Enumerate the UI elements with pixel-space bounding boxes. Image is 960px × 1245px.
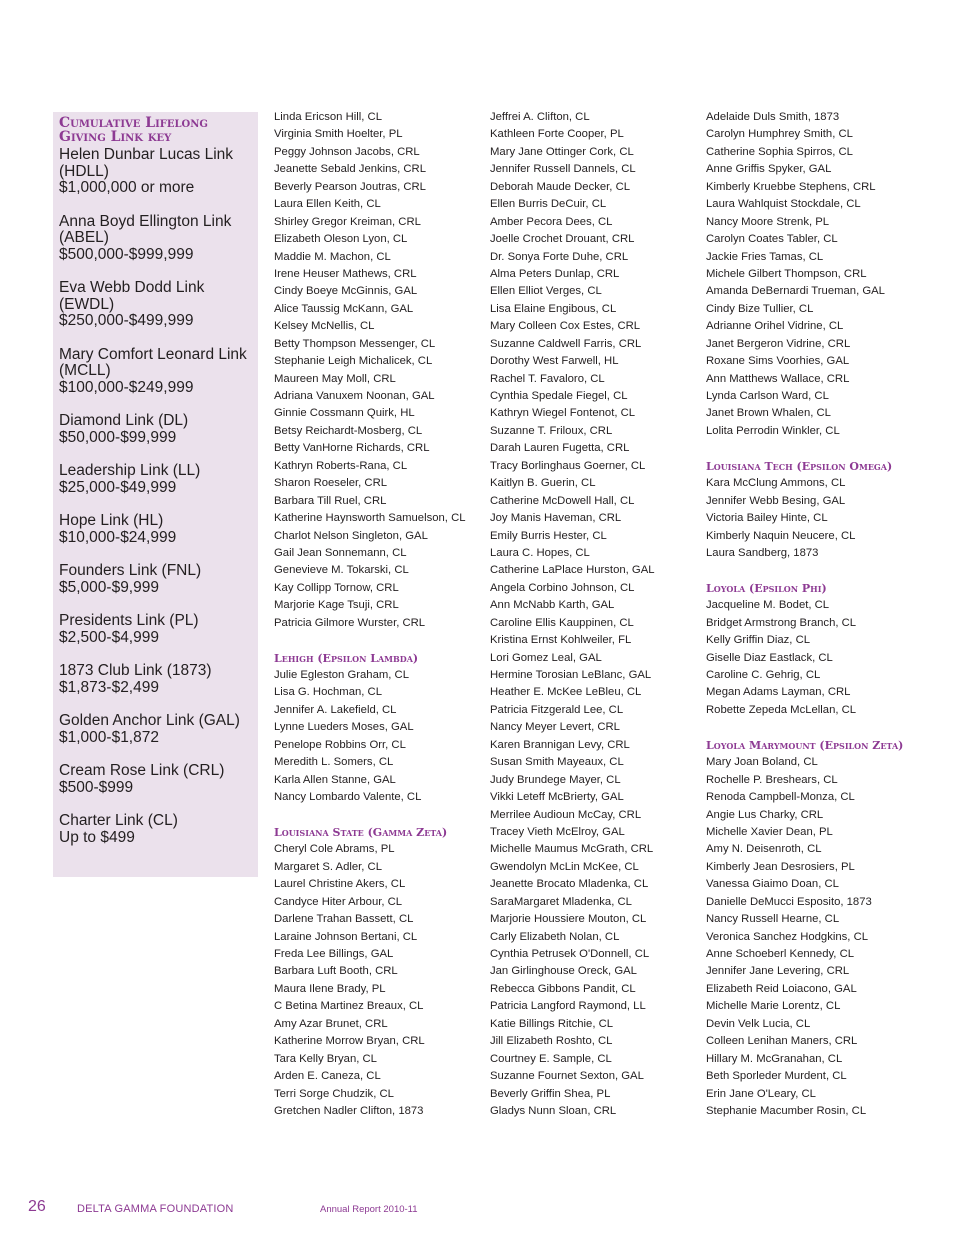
footer-organization: DELTA GAMMA FOUNDATION xyxy=(77,1203,234,1215)
donor-name: Tracy Borlinghaus Goerner, CL xyxy=(490,459,646,472)
donor-name: Nancy Meyer Levert, CRL xyxy=(490,721,620,734)
donor-name: Carly Elizabeth Nolan, CL xyxy=(490,930,620,943)
donor-name: Vikki Leteff McBrierty, GAL xyxy=(490,791,624,804)
donor-name: Meredith L. Somers, CL xyxy=(274,756,394,769)
donor-name: Gretchen Nadler Clifton, 1873 xyxy=(274,1104,424,1117)
donor-name: Barbara Till Ruel, CRL xyxy=(274,494,387,507)
spacer xyxy=(706,719,903,736)
donor-name: Dorothy West Farwell, HL xyxy=(490,355,619,368)
donor-name: Genevieve M. Tokarski, CL xyxy=(274,564,409,577)
donor-name: Kimberly Kruebbe Stephens, CRL xyxy=(706,180,876,193)
donor-name: Gail Jean Sonnemann, CL xyxy=(274,546,407,559)
key-entry xyxy=(59,214,258,264)
donor-name: Jan Girlinghouse Oreck, GAL xyxy=(490,965,637,978)
key-entry xyxy=(59,763,258,796)
donor-name: Stephanie Leigh Michalicek, CL xyxy=(274,355,433,368)
donor-name: Lisa G. Hochman, CL xyxy=(274,686,382,699)
donor-name: Ann McNabb Karth, GAL xyxy=(490,599,615,612)
donor-name: Amber Pecora Dees, CL xyxy=(490,215,613,228)
key-entry-name: Helen Dunbar Lucas Link xyxy=(59,146,234,163)
donor-name: Betsy Reichardt-Mosberg, CL xyxy=(274,424,423,437)
donor-name: Darlene Trahan Bassett, CL xyxy=(274,913,414,926)
donor-column-2 xyxy=(490,109,655,1120)
donor-name: Sharon Roeseler, CRL xyxy=(274,477,388,490)
donor-name: Amy N. Deisenroth, CL xyxy=(706,843,822,856)
donor-name: Katherine Morrow Bryan, CRL xyxy=(274,1035,425,1048)
spacer xyxy=(274,632,466,649)
key-entry-range: $1,000-$1,872 xyxy=(59,728,159,746)
key-entry-name: Anna Boyd Ellington Link xyxy=(59,212,232,230)
donor-name: Janet Brown Whalen, CL xyxy=(706,407,831,420)
donor-name: Suzanne Caldwell Farris, CRL xyxy=(490,337,642,350)
giving-link-key xyxy=(53,112,258,877)
donor-name: Gwendolyn McLin McKee, CL xyxy=(490,860,639,873)
donor-name: Laura Wahlquist Stockdale, CL xyxy=(706,198,861,211)
donor-name: Vanessa Giaimo Doan, CL xyxy=(706,878,839,891)
donor-name: Karen Brannigan Levy, CRL xyxy=(490,738,630,751)
donor-name: Terri Sorge Chudzik, CL xyxy=(274,1087,394,1100)
donor-name: Patricia Fitzgerald Lee, CL xyxy=(490,703,624,716)
key-entry-name: Charter Link (CL) xyxy=(59,812,178,829)
donor-name: Amanda DeBernardi Trueman, GAL xyxy=(706,285,885,298)
donor-name: Cindy Boeye McGinnis, GAL xyxy=(274,285,418,298)
donor-name: Maddie M. Machon, CL xyxy=(274,250,391,263)
donor-name: Laurel Christine Akers, CL xyxy=(274,878,406,891)
donor-name: Jeanette Sebald Jenkins, CRL xyxy=(274,163,426,176)
donor-name: Kathleen Forte Cooper, PL xyxy=(490,128,624,141)
donor-name: Margaret S. Adler, CL xyxy=(274,860,382,873)
key-entry xyxy=(59,513,258,546)
donor-name: Mary Joan Boland, CL xyxy=(706,756,818,769)
key-entry-abbr: (EWDL) xyxy=(59,295,115,313)
key-entry-abbr: (HDLL) xyxy=(59,162,109,180)
key-title: Cumulative Lifelong Giving Link key xyxy=(59,115,208,145)
donor-name: Kimberly Jean Desrosiers, PL xyxy=(706,860,855,873)
donor-name: Jennifer Webb Besing, GAL xyxy=(706,494,846,507)
donor-name: Rochelle P. Breshears, CL xyxy=(706,773,838,786)
donor-name: Jackie Fries Tamas, CL xyxy=(706,250,824,263)
spacer xyxy=(706,440,903,457)
donor-name: Irene Heuser Mathews, CRL xyxy=(274,267,417,280)
donor-name: Lynne Lueders Moses, GAL xyxy=(274,721,414,734)
key-entry-name: Hope Link (HL) xyxy=(59,512,164,529)
donor-name: Carolyn Humphrey Smith, CL xyxy=(706,128,853,141)
donor-name: Beverly Griffin Shea, PL xyxy=(490,1087,611,1100)
donor-name: Jennifer Jane Levering, CRL xyxy=(706,965,850,978)
key-entry-name: 1873 Club Link (1873) xyxy=(59,662,212,679)
key-entry-range: $500-$999 xyxy=(59,778,134,796)
donor-name: Marjorie Houssiere Mouton, CL xyxy=(490,913,647,926)
chapter-heading: Lehigh (Epsilon Lambda) xyxy=(274,651,419,665)
donor-name: Anne Griffis Spyker, GAL xyxy=(706,163,832,176)
donor-name: Emily Burris Hester, CL xyxy=(490,529,607,542)
donor-name: Kathryn Wiegel Fontenot, CL xyxy=(490,407,636,420)
donor-name: Nancy Russell Hearne, CL xyxy=(706,913,840,926)
donor-column-1 xyxy=(274,109,466,1120)
key-entry xyxy=(59,813,258,846)
key-entry xyxy=(59,713,258,746)
key-entry-range: $100,000-$249,999 xyxy=(59,378,194,396)
donor-name: Renoda Campbell-Monza, CL xyxy=(706,791,855,804)
donor-name: Patricia Gilmore Wurster, CRL xyxy=(274,616,426,629)
donor-name: Caroline Ellis Kauppinen, CL xyxy=(490,616,634,629)
key-entry xyxy=(59,663,258,696)
donor-name: Freda Lee Billings, GAL xyxy=(274,948,394,960)
donor-name: Kimberly Naquin Neucere, CL xyxy=(706,529,856,542)
donor-name: Jill Elizabeth Roshto, CL xyxy=(490,1035,613,1048)
chapter-heading: Loyola (Epsilon Phi) xyxy=(706,581,827,595)
donor-name: Penelope Robbins Orr, CL xyxy=(274,738,406,751)
donor-name: Caroline C. Gehrig, CL xyxy=(706,669,821,681)
spacer xyxy=(706,562,903,579)
donor-name: Lisa Elaine Engibous, CL xyxy=(490,302,617,315)
donor-name: Angie Lus Charky, CRL xyxy=(706,808,824,821)
chapter-heading: Louisiana State (Gamma Zeta) xyxy=(274,825,448,839)
donor-name: Joelle Crochet Drouant, CRL xyxy=(490,233,635,246)
donor-column-3 xyxy=(706,109,903,1120)
key-entry xyxy=(59,413,258,446)
key-entry-name: Diamond Link (DL) xyxy=(59,412,189,429)
donor-name: Katherine Haynsworth Samuelson, CL xyxy=(274,512,466,525)
donor-name: Peggy Johnson Jacobs, CRL xyxy=(274,145,420,158)
donor-name: Jennifer Russell Dannels, CL xyxy=(490,163,636,176)
donor-name: Michelle Marie Lorentz, CL xyxy=(706,1000,841,1013)
donor-name: Rachel T. Favaloro, CL xyxy=(490,372,605,385)
donor-name: Lynda Carlson Ward, CL xyxy=(706,390,829,402)
donor-name: Elizabeth Oleson Lyon, CL xyxy=(274,233,408,246)
donor-name: Laura Sandberg, 1873 xyxy=(706,546,819,559)
key-entry-range: $5,000-$9,999 xyxy=(59,578,159,596)
donor-name: Cheryl Cole Abrams, PL xyxy=(274,843,395,856)
donor-name: Laura C. Hopes, CL xyxy=(490,546,590,559)
donor-name: Carolyn Coates Tabler, CL xyxy=(706,233,838,246)
donor-name: Betty VanHorne Richards, CRL xyxy=(274,442,430,455)
donor-name: Catherine LaPlace Hurston, GAL xyxy=(490,564,655,577)
key-entry-name: Leadership Link (LL) xyxy=(59,462,201,479)
donor-name: Candyce Hiter Arbour, CL xyxy=(274,895,403,908)
donor-name: Hillary M. McGranahan, CL xyxy=(706,1052,843,1065)
key-entry-name: Mary Comfort Leonard Link xyxy=(59,345,247,363)
donor-name: SaraMargaret Mladenka, CL xyxy=(490,895,632,908)
donor-name: Mary Colleen Cox Estes, CRL xyxy=(490,320,641,333)
key-entry-name: Founders Link (FNL) xyxy=(59,562,202,579)
donor-name: Bridget Armstrong Branch, CL xyxy=(706,616,857,629)
donor-name: Nancy Lombardo Valente, CL xyxy=(274,791,422,804)
donor-name: Cynthia Petrusek O'Donnell, CL xyxy=(490,948,650,960)
spacer xyxy=(274,807,466,824)
donor-name: Linda Ericson Hill, CL xyxy=(274,111,382,123)
donor-name: Danielle DeMucci Esposito, 1873 xyxy=(706,895,872,908)
donor-name: Devin Velk Lucia, CL xyxy=(706,1017,811,1030)
donor-name: Julie Egleston Graham, CL xyxy=(274,669,410,681)
donor-name: Mary Jane Ottinger Cork, CL xyxy=(490,145,634,158)
chapter-heading: Loyola Marymount (Epsilon Zeta) xyxy=(706,738,904,752)
donor-name: Angela Corbino Johnson, CL xyxy=(490,581,635,594)
key-entry-range: $1,873-$2,499 xyxy=(59,678,159,696)
donor-name: Cindy Bize Tullier, CL xyxy=(706,302,814,315)
donor-name: Ann Matthews Wallace, CRL xyxy=(706,372,850,385)
donor-name: Heather E. McKee LeBleu, CL xyxy=(490,686,642,699)
key-entry-name: Cream Rose Link (CRL) xyxy=(59,762,225,779)
donor-name: Betty Thompson Messenger, CL xyxy=(274,337,436,350)
donor-name: Giselle Diaz Eastlack, CL xyxy=(706,651,833,664)
donor-name: Charlot Nelson Singleton, GAL xyxy=(274,529,428,542)
donor-name: Rebecca Gibbons Pandit, CL xyxy=(490,982,636,995)
donor-name: Catherine McDowell Hall, CL xyxy=(490,494,635,507)
key-entry-range: Up to $499 xyxy=(59,828,135,846)
donor-name: Ginnie Cossmann Quirk, HL xyxy=(274,407,415,420)
donor-name: Roxane Sims Voorhies, GAL xyxy=(706,355,850,368)
donor-name: Alice Taussig McKann, GAL xyxy=(274,302,414,315)
donor-name: Joy Manis Haveman, CRL xyxy=(490,512,622,525)
donor-name: Colleen Lenihan Maners, CRL xyxy=(706,1035,858,1048)
donor-name: Suzanne T. Friloux, CRL xyxy=(490,424,613,437)
key-entry xyxy=(59,463,258,496)
donor-name: Darah Lauren Fugetta, CRL xyxy=(490,442,630,455)
key-entry xyxy=(59,563,258,596)
donor-name: Jeffrei A. Clifton, CL xyxy=(490,111,590,123)
donor-name: Kara McClung Ammons, CL xyxy=(706,477,846,490)
donor-name: Kathryn Roberts-Rana, CL xyxy=(274,459,408,472)
donor-name: Karla Allen Stanne, GAL xyxy=(274,773,396,786)
key-entry-range: $2,500-$4,999 xyxy=(59,628,159,646)
donor-name: Suzanne Fournet Sexton, GAL xyxy=(490,1070,644,1083)
donor-name: Ellen Elliot Verges, CL xyxy=(490,285,602,298)
key-entry xyxy=(59,280,258,330)
donor-name: Michelle Xavier Dean, PL xyxy=(706,825,833,838)
donor-name: Adelaide Duls Smith, 1873 xyxy=(706,111,840,123)
key-entry-range: $50,000-$99,999 xyxy=(59,428,177,446)
donor-name: Catherine Sophia Spirros, CL xyxy=(706,145,853,158)
donor-name: Virginia Smith Hoelter, PL xyxy=(274,128,403,141)
donor-name: Adrianne Orihel Vidrine, CL xyxy=(706,320,844,333)
chapter-heading: Louisiana Tech (Epsilon Omega) xyxy=(706,459,893,473)
donor-name: Anne Schoeberl Kennedy, CL xyxy=(706,948,855,960)
donor-name: Jeanette Brocato Mladenka, CL xyxy=(490,878,649,891)
donor-name: Amy Azar Brunet, CRL xyxy=(274,1017,388,1030)
donor-name: Patricia Langford Raymond, LL xyxy=(490,1000,646,1013)
key-entry-name: Eva Webb Dodd Link xyxy=(59,279,205,296)
donor-name: Tracey Vieth McElroy, GAL xyxy=(490,825,625,838)
donor-name: Alma Peters Dunlap, CRL xyxy=(490,267,620,280)
key-entry-abbr: (ABEL) xyxy=(59,229,109,246)
donor-name: Maureen May Moll, CRL xyxy=(274,372,396,385)
donor-name: Laraine Johnson Bertani, CL xyxy=(274,930,418,943)
donor-name: Marjorie Kage Tsuji, CRL xyxy=(274,599,399,612)
donor-name: Gladys Nunn Sloan, CRL xyxy=(490,1104,617,1117)
donor-name: Janet Bergeron Vidrine, CRL xyxy=(706,337,851,350)
donor-name: Nancy Moore Strenk, PL xyxy=(706,215,830,228)
donor-name: Adriana Vanuxem Noonan, GAL xyxy=(274,390,435,402)
key-entry-name: Presidents Link (PL) xyxy=(59,612,199,629)
donor-name: Hermine Torosian LeBlanc, GAL xyxy=(490,669,652,681)
donor-name: Maura Ilene Brady, PL xyxy=(274,982,386,995)
donor-name: Stephanie Macumber Rosin, CL xyxy=(706,1104,867,1117)
donor-name: Judy Brundege Mayer, CL xyxy=(490,773,621,786)
donor-name: C Betina Martinez Breaux, CL xyxy=(274,1000,424,1013)
donor-name: Deborah Maude Decker, CL xyxy=(490,180,631,193)
donor-name: Erin Jane O'Leary, CL xyxy=(706,1087,816,1100)
key-entries xyxy=(59,147,258,846)
donor-name: Jennifer A. Lakefield, CL xyxy=(274,703,397,716)
donor-name: Victoria Bailey Hinte, CL xyxy=(706,512,828,525)
donor-name: Arden E. Caneza, CL xyxy=(274,1070,381,1083)
donor-name: Michele Gilbert Thompson, CRL xyxy=(706,267,867,280)
footer-report-title: Annual Report 2010-11 xyxy=(320,1204,418,1215)
key-entry-range: $25,000-$49,999 xyxy=(59,478,177,496)
key-entry xyxy=(59,347,258,397)
donor-name: Kaitlyn B. Guerin, CL xyxy=(490,477,596,490)
donor-name: Tara Kelly Bryan, CL xyxy=(274,1052,377,1065)
donor-name: Elizabeth Reid Loiacono, GAL xyxy=(706,982,857,995)
key-entry-name: Golden Anchor Link (GAL) xyxy=(59,712,240,729)
donor-name: Barbara Luft Booth, CRL xyxy=(274,965,398,978)
donor-name: Susan Smith Mayeaux, CL xyxy=(490,756,624,769)
key-entry-range: $500,000-$999,999 xyxy=(59,245,194,263)
key-entry-range: $1,000,000 or more xyxy=(59,179,195,196)
donor-name: Kristina Ernst Kohlweiler, FL xyxy=(490,634,632,647)
donor-name: Kelly Griffin Diaz, CL xyxy=(706,634,811,647)
donor-name: Kelsey McNellis, CL xyxy=(274,320,375,333)
donor-name: Megan Adams Layman, CRL xyxy=(706,686,851,699)
donor-name: Jacqueline M. Bodet, CL xyxy=(706,599,830,612)
donor-name: Cynthia Spedale Fiegel, CL xyxy=(490,390,628,402)
page-number: 26 xyxy=(28,1198,46,1215)
donor-name: Lori Gomez Leal, GAL xyxy=(490,651,602,664)
key-entry-range: $250,000-$499,999 xyxy=(59,312,194,329)
donor-name: Courtney E. Sample, CL xyxy=(490,1052,612,1065)
donor-name: Veronica Sanchez Hodgkins, CL xyxy=(706,930,869,943)
donor-name: Beverly Pearson Joutras, CRL xyxy=(274,180,426,193)
donor-name: Merrilee Audioun McCay, CRL xyxy=(490,808,642,821)
donor-name: Lolita Perrodin Winkler, CL xyxy=(706,424,840,437)
donor-name: Laura Ellen Keith, CL xyxy=(274,198,381,211)
key-entry xyxy=(59,613,258,646)
donor-name: Robette Zepeda McLellan, CL xyxy=(706,703,857,716)
donor-name: Dr. Sonya Forte Duhe, CRL xyxy=(490,250,629,263)
donor-name: Katie Billings Ritchie, CL xyxy=(490,1017,614,1030)
donor-name: Shirley Gregor Kreiman, CRL xyxy=(274,215,421,228)
donor-name: Michelle Maumus McGrath, CRL xyxy=(490,843,654,856)
donor-name: Beth Sporleder Murdent, CL xyxy=(706,1070,847,1083)
donor-name: Kay Collipp Tornow, CRL xyxy=(274,581,399,594)
donor-name: Ellen Burris DeCuir, CL xyxy=(490,198,607,211)
key-entry-abbr: (MCLL) xyxy=(59,362,111,379)
key-entry-range: $10,000-$24,999 xyxy=(59,528,177,546)
key-entry xyxy=(59,147,258,197)
